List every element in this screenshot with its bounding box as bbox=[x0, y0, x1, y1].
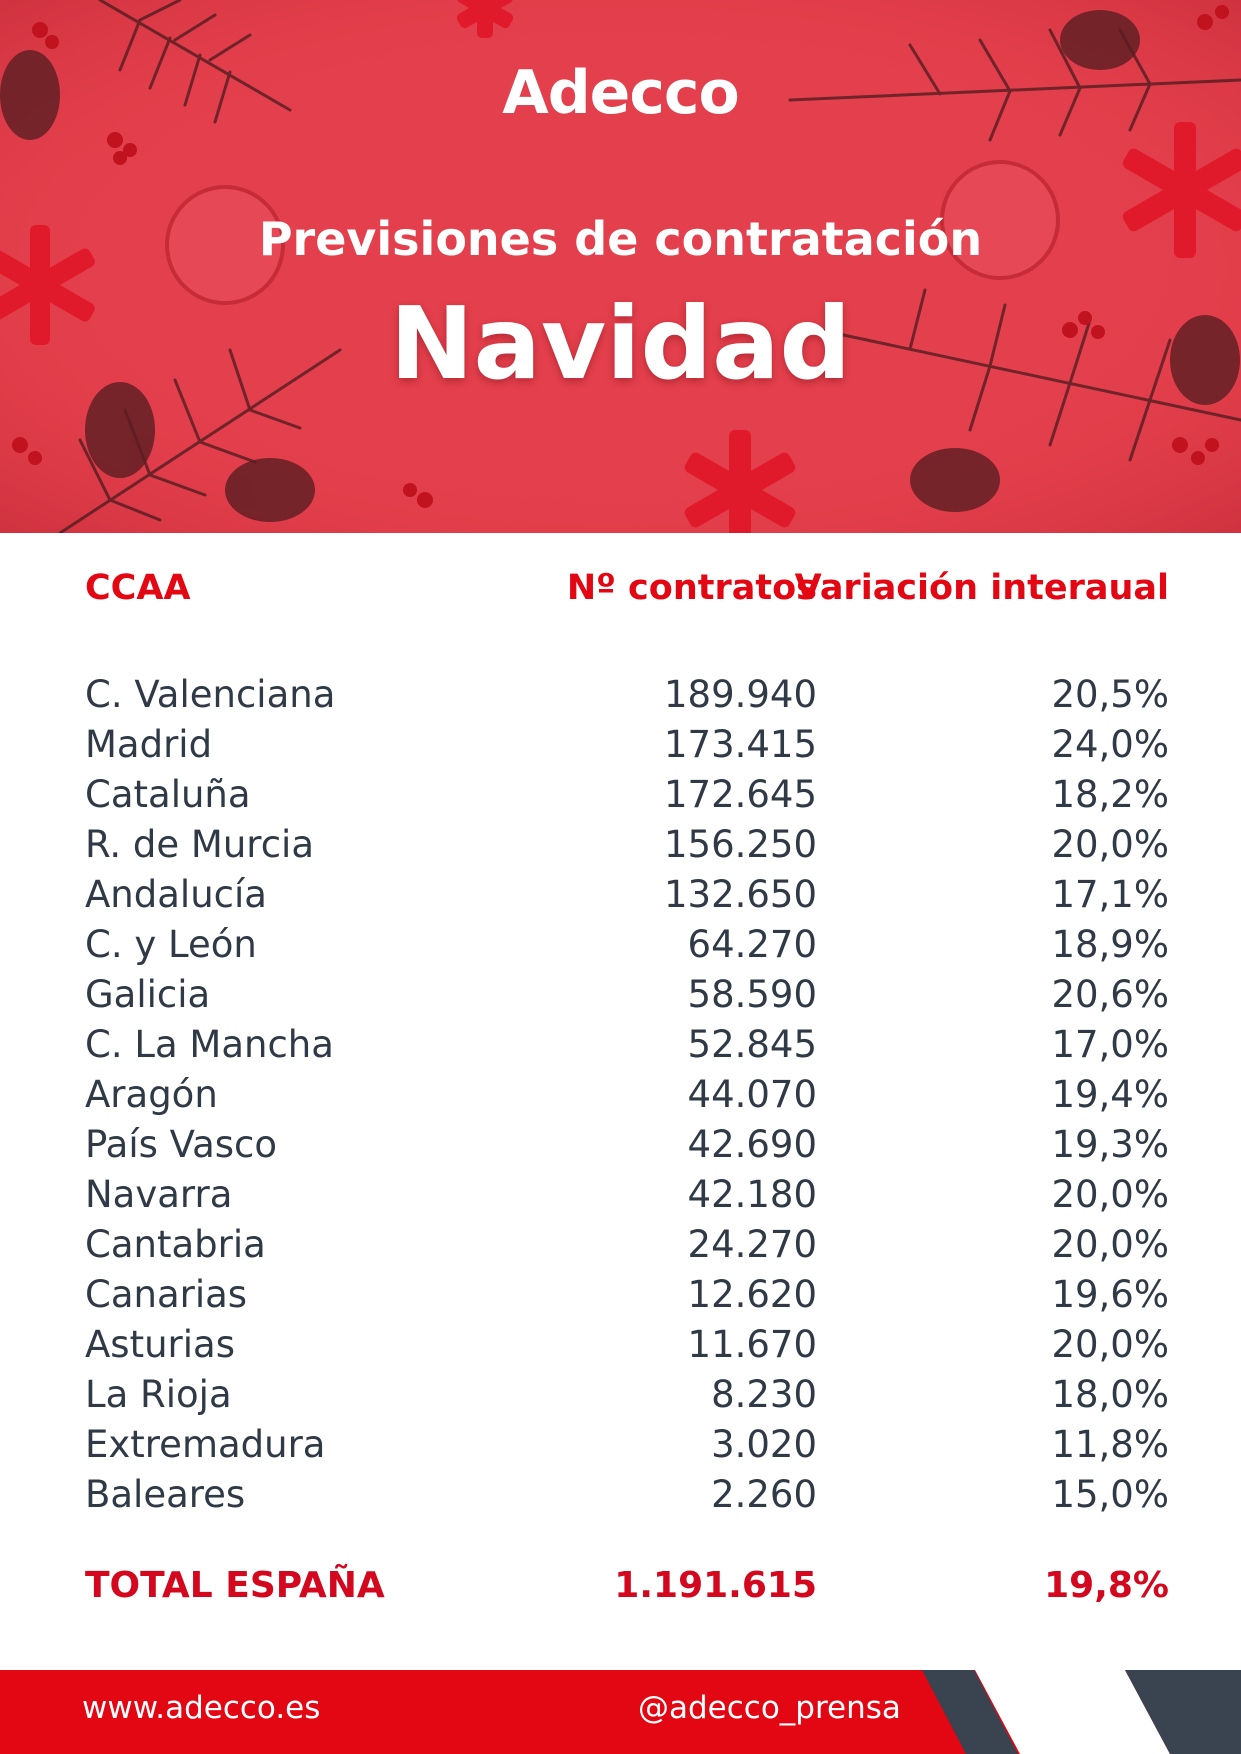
table-row bbox=[85, 1320, 1169, 1370]
variation-cell: 24,0% bbox=[1051, 723, 1169, 766]
region-cell: Madrid bbox=[85, 723, 213, 766]
table-row bbox=[85, 1420, 1169, 1470]
variation-cell: 11,8% bbox=[1051, 1423, 1169, 1466]
contracts-cell: 8.230 bbox=[711, 1373, 817, 1416]
table-row bbox=[85, 1470, 1169, 1520]
table-row bbox=[85, 1020, 1169, 1070]
page-subtitle: Previsiones de contratación bbox=[258, 212, 983, 266]
variation-cell: 15,0% bbox=[1051, 1473, 1169, 1516]
contracts-cell: 189.940 bbox=[663, 673, 817, 716]
header-banner bbox=[0, 0, 1241, 533]
hiring-forecast-table bbox=[85, 568, 1169, 1606]
table-row bbox=[85, 920, 1169, 970]
table-row bbox=[85, 1170, 1169, 1220]
region-cell: País Vasco bbox=[85, 1123, 278, 1166]
table-row bbox=[85, 970, 1169, 1020]
region-cell: Baleares bbox=[85, 1473, 246, 1516]
website-link[interactable]: www.adecco.es bbox=[82, 1690, 321, 1726]
table-row bbox=[85, 670, 1169, 720]
brand-logo: Adecco bbox=[502, 58, 739, 128]
contracts-cell: 42.180 bbox=[687, 1173, 817, 1216]
region-cell: C. La Mancha bbox=[85, 1023, 334, 1066]
table-row bbox=[85, 1270, 1169, 1320]
column-header-contracts: Nº contratos bbox=[566, 568, 817, 608]
contracts-cell: 24.270 bbox=[687, 1223, 817, 1266]
variation-cell: 17,1% bbox=[1051, 873, 1169, 916]
total-contracts: 1.191.615 bbox=[614, 1565, 817, 1606]
berry-icon bbox=[107, 132, 123, 148]
region-cell: Aragón bbox=[85, 1073, 218, 1116]
contracts-cell: 44.070 bbox=[687, 1073, 817, 1116]
variation-cell: 19,6% bbox=[1051, 1273, 1169, 1316]
region-cell: C. Valenciana bbox=[85, 673, 336, 716]
table-body bbox=[85, 670, 1169, 1520]
variation-cell: 18,9% bbox=[1051, 923, 1169, 966]
region-cell: Asturias bbox=[85, 1323, 235, 1366]
contracts-cell: 173.415 bbox=[663, 723, 817, 766]
region-cell: Galicia bbox=[85, 973, 211, 1016]
contracts-cell: 52.845 bbox=[687, 1023, 817, 1066]
column-header-variation: Variación interaual bbox=[794, 568, 1169, 608]
table-row bbox=[85, 1370, 1169, 1420]
contracts-cell: 58.590 bbox=[687, 973, 817, 1016]
table-total-row bbox=[85, 1565, 1169, 1615]
table-row bbox=[85, 720, 1169, 770]
table-header-row bbox=[85, 568, 1169, 618]
contracts-cell: 156.250 bbox=[663, 823, 817, 866]
social-handle-link[interactable]: @adecco_prensa bbox=[638, 1690, 901, 1726]
region-cell: Extremadura bbox=[85, 1423, 326, 1466]
variation-cell: 20,0% bbox=[1051, 1323, 1169, 1366]
contracts-cell: 64.270 bbox=[687, 923, 817, 966]
table-row bbox=[85, 870, 1169, 920]
region-cell: R. de Murcia bbox=[85, 823, 314, 866]
contracts-cell: 3.020 bbox=[711, 1423, 817, 1466]
column-header-region: CCAA bbox=[85, 568, 191, 608]
region-cell: La Rioja bbox=[85, 1373, 232, 1416]
region-cell: C. y León bbox=[85, 923, 257, 966]
variation-cell: 19,4% bbox=[1051, 1073, 1169, 1116]
table-row bbox=[85, 770, 1169, 820]
region-cell: Cantabria bbox=[85, 1223, 266, 1266]
region-cell: Cataluña bbox=[85, 773, 251, 816]
contracts-cell: 11.670 bbox=[687, 1323, 817, 1366]
variation-cell: 17,0% bbox=[1051, 1023, 1169, 1066]
page-title: Navidad bbox=[389, 285, 852, 402]
table-row bbox=[85, 1070, 1169, 1120]
contracts-cell: 12.620 bbox=[687, 1273, 817, 1316]
table-row bbox=[85, 1120, 1169, 1170]
contracts-cell: 132.650 bbox=[663, 873, 817, 916]
region-cell: Canarias bbox=[85, 1273, 248, 1316]
region-cell: Navarra bbox=[85, 1173, 233, 1216]
variation-cell: 20,0% bbox=[1051, 1173, 1169, 1216]
table-row bbox=[85, 820, 1169, 870]
variation-cell: 19,3% bbox=[1051, 1123, 1169, 1166]
total-variation: 19,8% bbox=[1044, 1565, 1169, 1606]
contracts-cell: 172.645 bbox=[663, 773, 817, 816]
contracts-cell: 2.260 bbox=[711, 1473, 817, 1516]
total-label: TOTAL ESPAÑA bbox=[85, 1565, 385, 1606]
contracts-cell: 42.690 bbox=[687, 1123, 817, 1166]
variation-cell: 20,6% bbox=[1051, 973, 1169, 1016]
variation-cell: 20,0% bbox=[1051, 823, 1169, 866]
region-cell: Andalucía bbox=[85, 873, 267, 916]
variation-cell: 18,0% bbox=[1051, 1373, 1169, 1416]
footer-bar bbox=[0, 1670, 1241, 1754]
variation-cell: 18,2% bbox=[1051, 773, 1169, 816]
table-row bbox=[85, 1220, 1169, 1270]
variation-cell: 20,0% bbox=[1051, 1223, 1169, 1266]
variation-cell: 20,5% bbox=[1051, 673, 1169, 716]
